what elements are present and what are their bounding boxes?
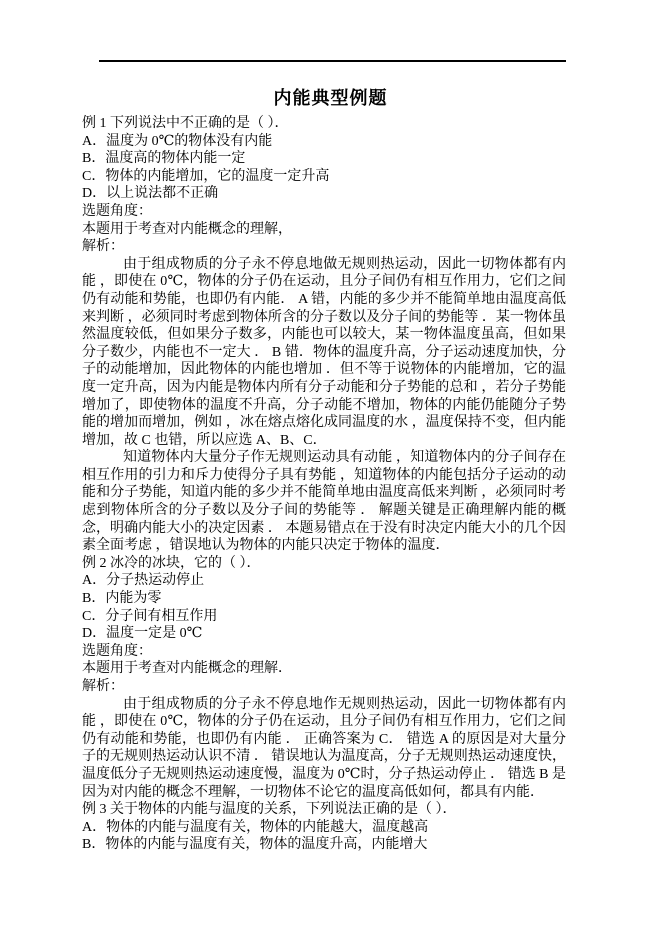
horizontal-rule (99, 60, 566, 62)
example-2-angle-text: 本题用于考查对内能概念的理解． (82, 661, 292, 677)
example-2-option-d: D．温度一定是 0℃ (82, 626, 203, 642)
example-1-summary-paragraph: 知道物体内大量分子作无规则运动具有动能 ，知道物体内的分子间存在相互作用的引力和斥力使得分子具有势能 ，知道物体的内能包括分子运动的动能和分子势能，知道内能的多少并不能简单地由温度高低来判断 ，必须同时考虑到物体所含的分子数以及分子间的势能等 ． 解题关键是正确理解内能的概念，明确内能大小的决定因素 ． 本题易错点在于没有时决定内能大小的几个因素全面考虑 ，错误地认为物体的内能只决定于物体的温度． (82, 450, 566, 554)
example-1-analysis-label: 解析： (82, 239, 124, 255)
example-2-question: 例 2 冰冷的冰块，它的（ ）． (82, 555, 261, 571)
example-2-angle-label: 选题角度： (82, 643, 152, 659)
example-2-analysis-paragraph: 由于组成物质的分子永不停息地作无规则热运动，因此一切物体都有内能 ，即使在 0℃，物体的分子仍在运动，且分子间仍有相互作用力，它们之间仍有动能和势能，也即仍有内能 ． 正确答案为 C． 错选 A 的原因是对大量分子的无规则热运动认识不清 ． 错误地认为温度高，分子无规则热运动速度快，温度低分子无规则热运动速度慢，温度为 0℃时，分子热运动停止 ． 错选 B 是因为对内能的概念不理解，一切物体不论它的温度高低如何，都具有内能． (82, 696, 566, 800)
example-3-question: 例 3 关于物体的内能与温度的关系，下列说法正确的是（ ）． (82, 802, 457, 818)
example-2-option-c: C．分子间有相互作用 (82, 608, 218, 624)
example-1-option-b: B．温度高的物体内能一定 (82, 151, 246, 167)
example-1-question: 例 1 下列说法中不正确的是（ ）． (82, 116, 289, 131)
example-3-option-b: B．物体的内能与温度有关，物体的温度升高，内能增大 (82, 837, 428, 853)
example-1-option-d: D．以上说法都不正确 (82, 186, 219, 202)
example-2-option-a: A．分子热运动停止 (82, 573, 205, 589)
example-1-analysis-paragraph: 由于组成物质的分子永不停息地做无规则热运动，因此一切物体都有内能 ，即使在 0℃，物体的分子仍在运动，且分子间仍有相互作用力，它们之间仍有动能和势能，也即仍有内能． A 错，内能的多少并不能简单地由温度高低来判断 ，必须同时考虑到物体所含的分子数以及分子间的势能等 ．某一物体虽然温度较低，但如果分子数多，内能也可以较大，某一物体温度虽高，但如果分子数少，内能也不一定大 ． B 错．物体的温度升高，分子运动速度加快，分子的动能增加，因此物体的内能也增加 ．但不等于说物体的内能增加，它的温度一定升高，因为内能是物体内所有分子动能和分子势能的总和 ，若分子势能增加了，即使物体的温度不升高，分子动能不增加，物体的内能仍能随分子势能的增加而增加，例如 ，冰在熔点熔化成同温度的水 ，温度保持不变，但内能增加，故 C 也错，所以应选 A、B、C． (82, 256, 566, 448)
example-3-option-a: A．物体的内能与温度有关，物体的内能越大，温度越高 (82, 819, 429, 835)
example-2-option-b: B．内能为零 (82, 591, 162, 607)
page-title: 内能典型例题 (273, 88, 388, 108)
example-1-angle-text: 本题用于考查对内能概念的理解， (82, 221, 292, 237)
example-2-analysis-label: 解析： (82, 679, 124, 694)
example-1-angle-label: 选题角度： (82, 203, 152, 219)
document-body (82, 115, 566, 854)
example-1-option-c: C．物体的内能增加，它的温度一定升高 (82, 168, 330, 184)
example-1-option-a: A．温度为 0℃的物体没有内能 (82, 133, 273, 149)
